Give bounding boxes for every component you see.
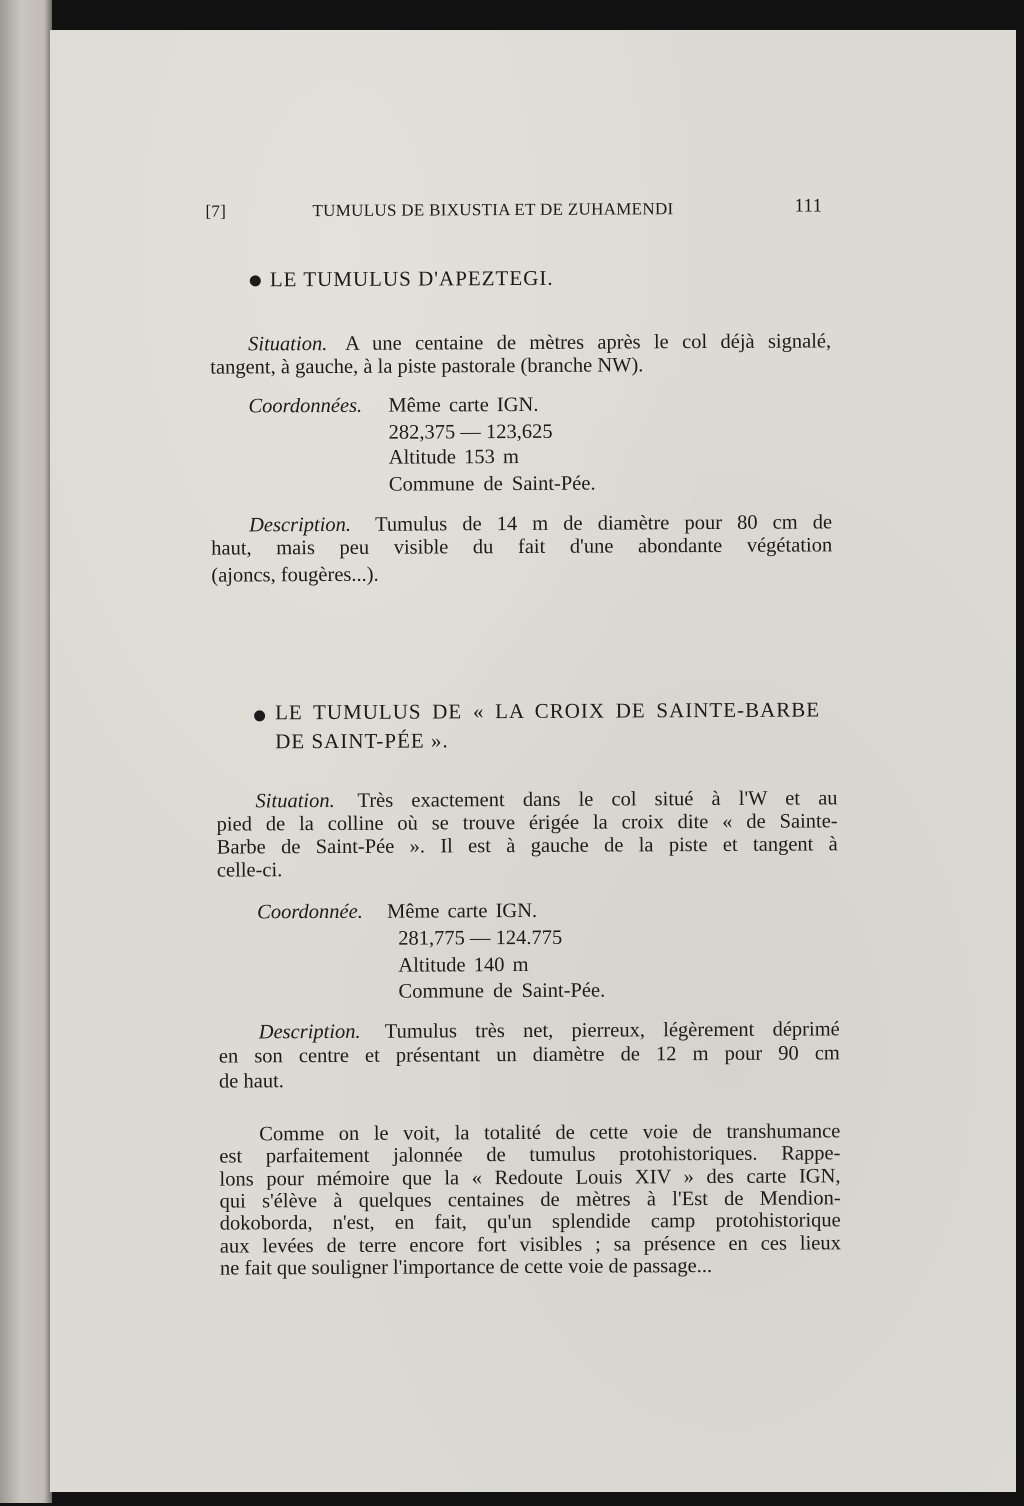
coordinates-line: Commune de Saint-Pée. [398,979,606,1003]
section-heading-sainte-barbe: DE SAINT-PÉE ». [275,728,449,754]
coordinates-line: Même carte IGN. [388,393,539,417]
conclusion-text: dokoborda, n'est, en fait, qu'un splendide camp protohistorique [219,1209,841,1235]
description-text: de haut. [218,1070,284,1093]
coordinates-line: 282,375 — 123,625 [388,420,553,444]
situation-text: pied de la colline où se trouve érigée la croix dite « de Sainte- [216,810,838,836]
conclusion-text: aux levées de terre encore fort visibles ; sa présence en ces lieux [219,1232,841,1258]
coordinates-line: Même carte IGN. [387,899,538,923]
running-title: TUMULUS DE BIXUSTIA ET DE ZUHAMENDI [312,199,674,221]
description-text: Tumulus de 14 m de diamètre pour 80 cm de [375,511,833,536]
coordinates-line: Altitude 153 m [388,446,519,469]
coordinates-label: Coordonnées. [248,394,363,418]
description-label: Description. [249,513,352,537]
situation-text: Très exactement dans le col situé à l'W et au [357,787,838,812]
situation-text: tangent, à gauche, à la piste pastorale (branche NW). [210,354,644,379]
description-label: Description. [258,1020,361,1044]
coordinates-line: Commune de Saint-Pée. [388,472,596,496]
conclusion-text: Comme on le voit, la totalité de cette voie de transhumance [259,1120,841,1146]
situation-label: Situation. [248,333,328,356]
page-number: 111 [794,195,823,217]
situation-text: A une centaine de mètres après le col déjà signalé, [345,330,832,355]
description-text: (ajoncs, fougères...). [211,563,379,587]
section-number: [7] [205,201,227,221]
situation-text: celle-ci. [216,859,283,882]
description-text: Tumulus très net, pierreux, légèrement déprimé [384,1018,840,1043]
conclusion-text: ne fait que souligner l'importance de cette voie de passage... [219,1255,713,1280]
conclusion-text: est parfaitement jalonnée de tumulus protohistoriques. Rappe- [219,1142,841,1168]
situation-label: Situation. [255,789,335,813]
conclusion-text: qui s'élève à quelques centaines de mètres à l'Est de Mendion- [219,1187,841,1213]
coordinates-label: Coordonnée. [257,900,363,924]
coordinates-line: Altitude 140 m [398,953,529,977]
bullet-icon [250,275,261,286]
description-text: en son centre et présentant un diamètre de 12 m pour 90 cm [218,1042,840,1068]
conclusion-text: lons pour mémoire que la « Redoute Louis XIV » des carte IGN, [219,1165,841,1191]
description-text: haut, mais peu visible du fait d'une abondante végétation [211,534,833,560]
section-heading-apeztegi: LE TUMULUS D'APEZTEGI. [269,265,554,292]
coordinates-line: 281,775 — 124.775 [398,926,563,950]
situation-text: Barbe de Saint-Pée ». Il est à gauche de la piste et tangent à [216,833,838,859]
bullet-icon [254,710,265,721]
section-heading-sainte-barbe: LE TUMULUS DE « LA CROIX DE SAINTE-BARBE [274,697,821,725]
